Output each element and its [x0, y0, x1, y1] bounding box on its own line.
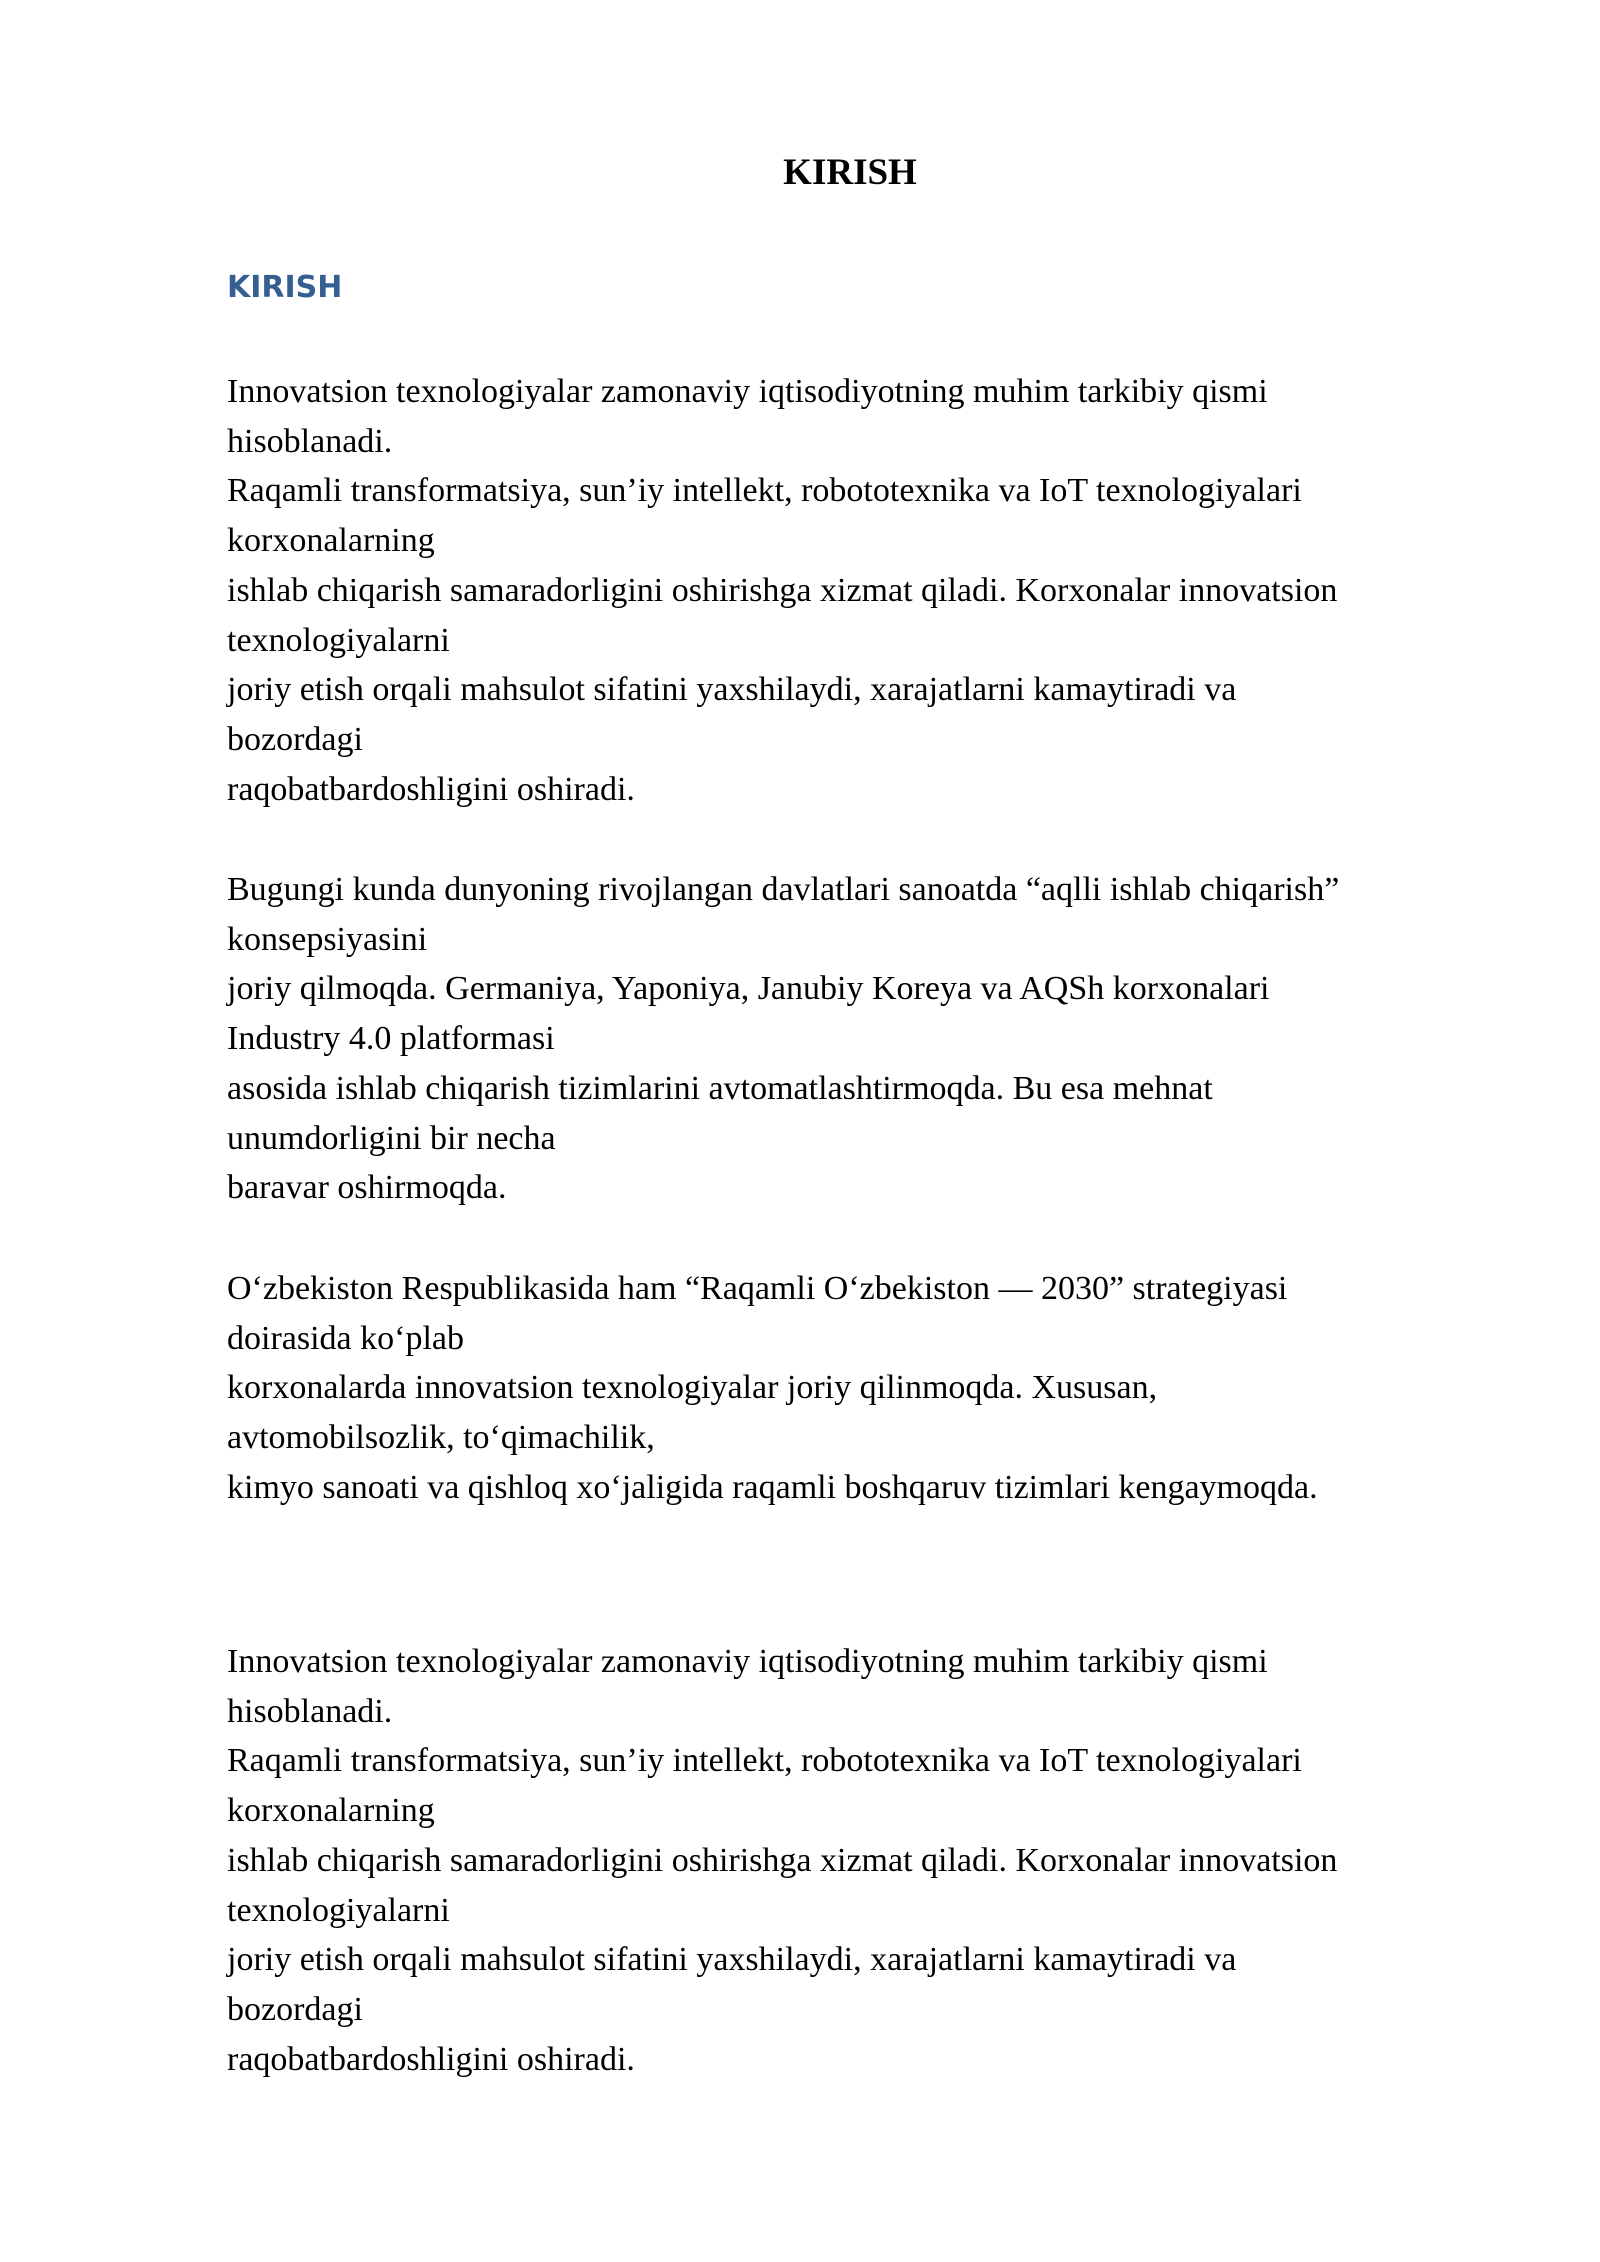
paragraph-line: baravar oshirmoqda.	[227, 1169, 507, 1207]
paragraph-line: hisoblanadi.	[227, 1692, 393, 1730]
paragraph-line: asosida ishlab chiqarish tizimlarini avtomatlashtirmoqda. Bu esa mehnat	[227, 1069, 1213, 1107]
paragraph-line: raqobatbardoshligini oshiradi.	[227, 770, 635, 808]
paragraph-line: joriy etish orqali mahsulot sifatini yaxshilaydi, xarajatlarni kamaytiradi va	[227, 671, 1237, 709]
paragraph-line: joriy etish orqali mahsulot sifatini yaxshilaydi, xarajatlarni kamaytiradi va	[227, 1941, 1237, 1979]
paragraph-line: Innovatsion texnologiyalar zamonaviy iqtisodiyotning muhim tarkibiy qismi	[227, 373, 1268, 410]
paragraph-1	[227, 367, 1527, 814]
paragraph-line: raqobatbardoshligini oshiradi.	[227, 2040, 635, 2078]
paragraph-line: hisoblanadi.	[227, 422, 393, 460]
paragraph-line: texnologiyalarni	[227, 1891, 450, 1929]
paragraph-line: kimyo sanoati va qishloq xo‘jaligida raqamli boshqaruv tizimlari kengaymoqda.	[227, 1468, 1318, 1506]
paragraph-line: avtomobilsozlik, to‘qimachilik,	[227, 1419, 655, 1457]
paragraph-line: Raqamli transformatsiya, sun’iy intellekt, robototexnika va IoT texnologiyalari	[227, 472, 1302, 510]
paragraph-line: bozordagi	[227, 720, 363, 758]
paragraph-line: korxonalarda innovatsion texnologiyalar joriy qilinmoqda. Xususan,	[227, 1369, 1158, 1407]
paragraph-3	[227, 1264, 1527, 1513]
paragraph-line: Bugungi kunda dunyoning rivojlangan davlatlari sanoatda “aqlli ishlab chiqarish”	[227, 871, 1340, 908]
paragraph-line: Innovatsion texnologiyalar zamonaviy iqtisodiyotning muhim tarkibiy qismi	[227, 1643, 1268, 1680]
paragraph-line: bozordagi	[227, 1990, 363, 2028]
paragraph-line: O‘zbekiston Respublikasida ham “Raqamli O‘zbekiston — 2030” strategiyasi	[227, 1270, 1288, 1307]
paragraph-4	[227, 1637, 1527, 2084]
page-title: KIRISH	[783, 152, 917, 193]
paragraph-line: texnologiyalarni	[227, 621, 450, 659]
paragraph-line: korxonalarning	[227, 1792, 435, 1830]
paragraph-line: korxonalarning	[227, 522, 435, 560]
paragraph-2	[227, 865, 1527, 1213]
paragraph-line: Raqamli transformatsiya, sun’iy intellekt, robototexnika va IoT texnologiyalari	[227, 1742, 1302, 1780]
paragraph-line: konsepsiyasini	[227, 920, 428, 958]
paragraph-line: unumdorligini bir necha	[227, 1119, 556, 1157]
paragraph-line: doirasida ko‘plab	[227, 1319, 464, 1357]
section-heading: KIRISH	[227, 270, 343, 305]
paragraph-line: Industry 4.0 platformasi	[227, 1020, 555, 1058]
paragraph-line: ishlab chiqarish samaradorligini oshirishga xizmat qiladi. Korxonalar innovatsion	[227, 1841, 1338, 1879]
paragraph-line: joriy qilmoqda. Germaniya, Yaponiya, Janubiy Koreya va AQSh korxonalari	[227, 970, 1270, 1008]
paragraph-line: ishlab chiqarish samaradorligini oshirishga xizmat qiladi. Korxonalar innovatsion	[227, 571, 1338, 609]
